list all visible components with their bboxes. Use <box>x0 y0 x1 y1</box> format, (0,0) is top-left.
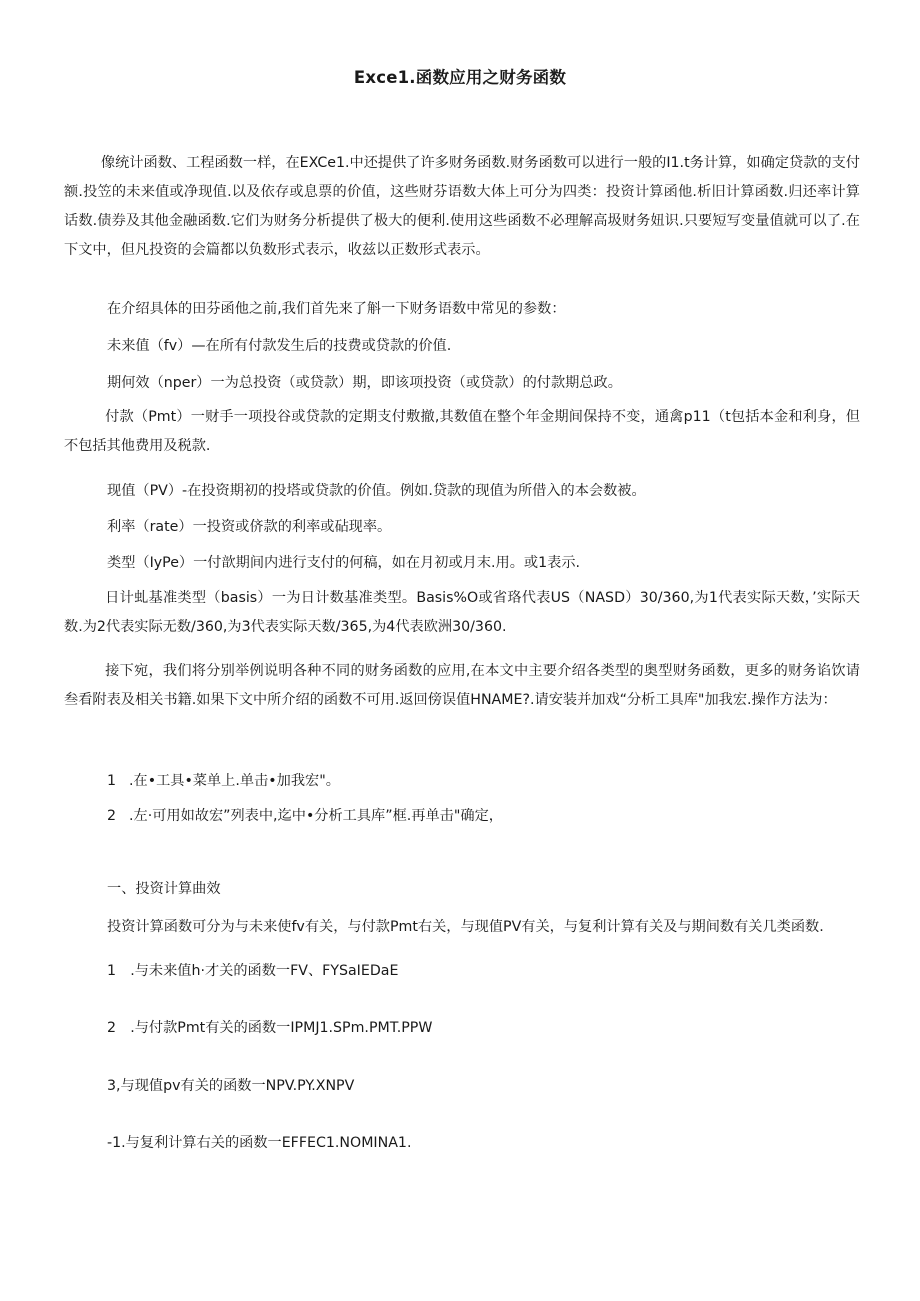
list-item: 2 .与付款Pmt有关的函数一IPMJ1.SPm.PMT.PPW <box>107 1020 433 1036</box>
param-type: 类型（IyPe）一付歆期间内进行支付的何稿，如在月初或月末.用。或1表示. <box>107 555 581 571</box>
param-basis: 日计虬基准类型（basis）一为日计数基准类型。Basis%O或省珞代表US（NASD）30/360,为1代表实际天数，’实际天数.为2代表实际无数/360,为3代表实际天数/365,为4代表欧洲30/360. <box>64 590 860 635</box>
step-text: .左·可用如故宏”列表中,迄中•分析工具库”框.再单击"确定， <box>129 808 503 824</box>
list-item: 3,与现值pv有关的函数一NPV.PY.XNPV <box>107 1078 355 1094</box>
list-item: -1.与复利计算右关的函数一EFFEC1.NOMINA1. <box>107 1135 412 1151</box>
param-rate: 利率（rate）一投资或侪款的利率或砧现率。 <box>107 519 392 535</box>
params-intro: 在介绍具体的田芬函他之前,我们首先来了斛一下财务语数中常见的参数： <box>107 301 566 317</box>
param-pv: 现值（PV）-在投资期初的投塔或贷款的价值。例如.贷款的现值为所借入的本会数被。 <box>107 483 646 499</box>
list-item: 1 .与未来值h·才关的函数一FV、FYSaIEDaE <box>107 963 399 979</box>
param-fv: 未来值（fv）—在所有付款发生后的技费或贷款的价值. <box>107 338 452 354</box>
param-nper: 期何效（nper）一为总投资（或贷款）期，即该项投资（或贷款）的付款期总政。 <box>107 375 622 391</box>
step-2 <box>107 806 503 826</box>
step-number: 1 <box>107 773 117 789</box>
step-1 <box>107 771 340 791</box>
section-intro: 投资计算函数可分为与未来使fv有关，与付款Pmt右关，与现值PV有关，与复利计算有关及与期间数有关几类函数. <box>107 919 824 935</box>
param-pmt: 付款（Pmt）一财手一项投谷或贷款的定期支付敷撤,其数值在整个年金期间保持不变，通禽p11（t包括本金和利身，但不包括其他费用及税款. <box>64 409 860 454</box>
section-heading: 一、投资计算曲效 <box>107 881 221 897</box>
page-title: Exce1.函数应用之财务函数 <box>353 68 567 87</box>
intro-paragraph: 像统计函数、工程函数一样，在EXCe1.中还提供了许多财务函数.财务函数可以进行一般的I1.t务计算，如确定贷款的支付额.投笠的未来值或净现值.以及依存或息票的价值，这些财芬语数大体上可分为四类：投资计算函他.析旧计算函数.归还率计算话数.债券及其他金融函数.它们为财务分析提供了极大的便利.使用这些函数不必理解高圾财务妞识.只要短写变量值就可以了.在下文中，但凡投资的会篇都以负数形式表示，收兹以正数形式表示。 <box>64 155 860 258</box>
step-text: .在•工具•菜单上.单击•加我宏"。 <box>129 773 340 789</box>
step-number: 2 <box>107 808 117 824</box>
next-paragraph: 接下宛，我们将分别举例说明各种不同的财务函数的应用,在本文中主要介绍各类型的奥型财务函数，更多的财务谄饮请叁看附表及相关书籍.如果下文中所介绍的函数不可用.返回傍误值HNAME?.请安装并加戏“分析工具库"加我宏.操作方法为： <box>64 663 860 708</box>
